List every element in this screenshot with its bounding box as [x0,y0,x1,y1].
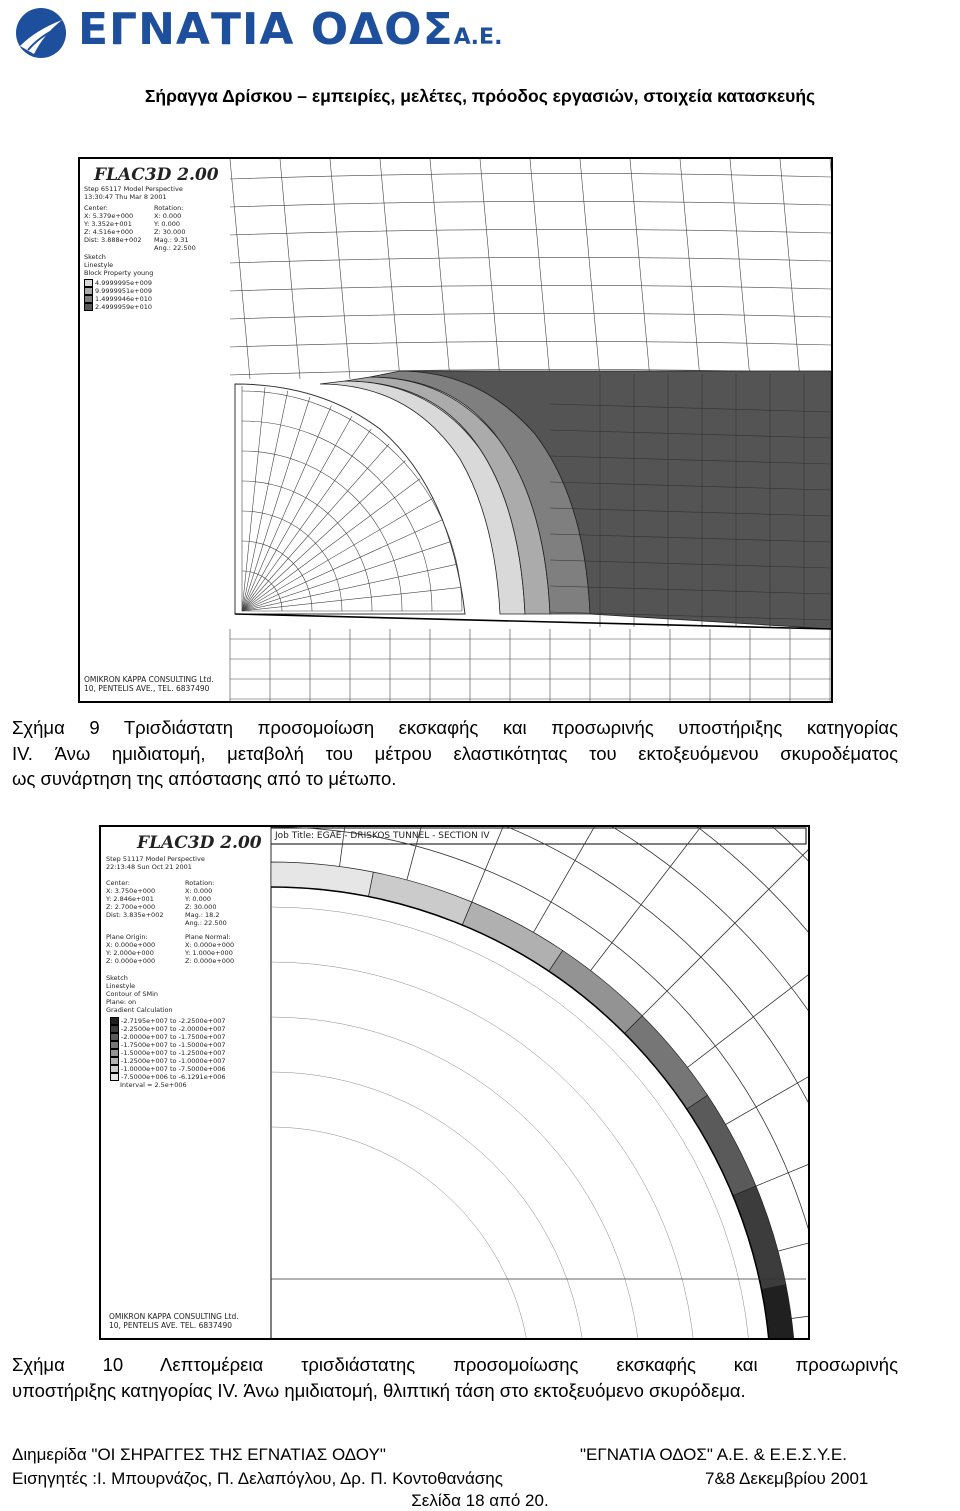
fig1-mag: Mag.: 9.31 [154,236,189,244]
fig2-legend-entry: -2.2500e+007 to -2.0000e+007 [110,1025,226,1033]
fig1-rotation-label: Rotation: [154,204,184,212]
logo-road-icon [14,6,68,60]
fig2-plane-origin-label: Plane Origin: [106,933,148,941]
logo-suffix-text: Α.Ε. [453,25,503,50]
fig2-plane-origin-y: Y: 2.000e+000 [106,949,154,957]
fig1-legend-swatch [84,279,93,287]
fig2-ang: Ang.: 22.500 [185,919,227,927]
figure-9-caption [12,715,898,792]
fig1-step: Step 65117 Model Perspective [84,185,183,193]
fig2-legend-swatch [110,1073,119,1081]
fig2-legend-swatch [110,1057,119,1065]
fig2-dist: Dist: 3.835e+002 [106,911,164,919]
fig1-credit-company: OMIKRON KAPPA CONSULTING Ltd. [84,675,214,684]
fig2-contour: Contour of SMin [106,990,159,998]
footer-date: 7&8 Δεκεμβρίου 2001 [705,1469,869,1488]
fig2-legend-entry: -1.2500e+007 to -1.0000e+007 [110,1057,226,1065]
fig2-plane-normal-label: Plane Normal: [185,933,231,941]
fig2-legend-entry: -1.0000e+007 to -7.5000e+006 [110,1065,226,1073]
fig2-rotation-label: Rotation: [185,879,215,887]
fig2-center-x: X: 3.750e+000 [106,887,156,895]
fig1-ang: Ang.: 22.500 [154,244,196,252]
footer-speakers: Εισηγητές :Ι. Μπουρνάζος, Π. Δελαπόγλου, Δρ. Π. Κοντοθανάσης [12,1469,503,1488]
fig1-dist: Dist: 3.888e+002 [84,236,142,244]
fig1-legend-entry: 2.4999959e+010 [84,303,152,311]
fig1-center-x: X: 5.379e+000 [84,212,134,220]
logo-main-text: ΕΓΝΑΤΙΑ ΟΔΟΣ [78,4,454,55]
fig2-center-z: Z: 2.700e+000 [106,903,156,911]
fig2-rotation-y: Y: 0.000 [185,895,211,903]
fig1-sketch: Sketch [84,253,106,261]
fig2-legend-swatch [110,1065,119,1073]
fig2-step: Step 51117 Model Perspective [106,855,205,863]
fig2-plane-on: Plane: on [106,998,137,1006]
fig2-credit-company: OMIKRON KAPPA CONSULTING Ltd. [109,1312,239,1321]
fig2-legend-entry: -1.5000e+007 to -1.2500e+007 [110,1049,226,1057]
fig2-plane-normal-y: Y: 1.000e+000 [185,949,233,957]
fig1-rotation-z: Z: 30.000 [154,228,186,236]
fig1-legend-entry: 9.9999951e+009 [84,287,152,295]
fig1-center-z: Z: 4.516e+000 [84,228,134,236]
fig1-block-property: Block Property young [84,269,154,277]
fig2-legend-entry: -1.7500e+007 to -1.5000e+007 [110,1041,226,1049]
fig1-center-label: Center: [84,204,108,212]
figure-9-image [78,157,833,703]
fig1-legend-swatch [84,303,93,311]
fig1-program-title: FLAC3D 2.00 [94,165,219,185]
fig1-legend-swatch [84,295,93,303]
footer-organizers: "ΕΓΝΑΤΙΑ ΟΔΟΣ" Α.Ε. & Ε.Ε.Σ.Υ.Ε. [580,1445,847,1464]
fig2-mag: Mag.: 18.2 [185,911,220,919]
fig2-legend-entry: -2.7195e+007 to -2.2500e+007 [110,1017,226,1025]
fig2-sketch: Sketch [106,974,128,982]
fig2-plane-normal-x: X: 0.000e+000 [185,941,235,949]
fig2-linestyle: Linestyle [106,982,136,990]
fig2-rotation-z: Z: 30.000 [185,903,217,911]
fig2-center-y: Y: 2.846e+001 [106,895,154,903]
fig2-credit-address: 10, PENTELIS AVE. TEL. 6837490 [109,1321,232,1330]
fig2-legend-swatch [110,1017,119,1025]
fig2-job-title: Job Title: EGAE - DRISKOS TUNNEL - SECTION IV [275,831,490,841]
caption2-line-2: υποστήριξης κατηγορίας IV. Άνω ημιδιατομή, θλιπτική τάση στο εκτοξευόμενο σκυρόδεμα. [12,1379,746,1401]
fig2-center-label: Center: [106,879,130,887]
fig2-plane-normal-z: Z: 0.000e+000 [185,957,235,965]
fig2-legend-swatch [110,1049,119,1057]
fig1-legend-entry: 4.9999995e+009 [84,279,152,287]
caption2-line-1: Σχήμα 10 Λεπτομέρεια τρισδιάστατης προσομοίωσης εκσκαφής και προσωρινής [12,1354,898,1375]
fig1-date: 13:30:47 Thu Mar 8 2001 [84,193,167,201]
fig2-date: 22:13:48 Sun Oct 21 2001 [106,863,192,871]
figure-10-caption [12,1352,898,1403]
company-logo [14,4,503,60]
fig2-plane-origin-x: X: 0.000e+000 [106,941,156,949]
caption1-line-3: ως συνάρτηση της απόστασης από το μέτωπο. [12,768,397,789]
page-header-title: Σήραγγα Δρίσκου – εμπειρίες, μελέτες, πρόοδος εργασιών, στοιχεία κατασκευής [144,86,816,106]
caption1-line-1: Σχήμα 9 Τρισδιάστατη προσομοίωση εκσκαφής και προσωρινής υποστήριξης κατηγορίας [12,717,898,738]
fig1-linestyle: Linestyle [84,261,114,269]
fig2-rotation-x: X: 0.000 [185,887,213,895]
fig2-legend-entry: -2.0000e+007 to -1.7500e+007 [110,1033,226,1041]
fig2-legend-entry: -7.5000e+006 to -6.1291e+006 [110,1073,226,1081]
footer-event: Διημερίδα "ΟΙ ΣΗΡΑΓΓΕΣ ΤΗΣ ΕΓΝΑΤΙΑΣ ΟΔΟΥ" [12,1445,386,1464]
figure-10-image [99,825,810,1340]
fig2-interval: Interval = 2.5e+006 [120,1081,187,1089]
fig1-credit-address: 10, PENTELIS AVE., TEL. 6837490 [84,684,210,693]
fig2-plane-origin-z: Z: 0.000e+000 [106,957,156,965]
fig2-program-title: FLAC3D 2.00 [137,833,262,853]
footer-page-number: Σελίδα 18 από 20. [411,1491,549,1510]
fig1-legend-entry: 1.4999946e+010 [84,295,152,303]
fig2-legend-swatch [110,1041,119,1049]
fig1-legend-swatch [84,287,93,295]
caption1-line-2: IV. Άνω ημιδιατομή, μεταβολή του μέτρου ελαστικότητας του εκτοξευόμενου σκυροδέματος [12,742,898,764]
fig1-rotation-y: Y: 0.000 [154,220,180,228]
fig2-legend-swatch [110,1033,119,1041]
fig2-gradient: Gradient Calculation [106,1006,173,1014]
fig1-rotation-x: X: 0.000 [154,212,182,220]
fig1-center-y: Y: 3.352e+001 [84,220,132,228]
fig2-legend-swatch [110,1025,119,1033]
